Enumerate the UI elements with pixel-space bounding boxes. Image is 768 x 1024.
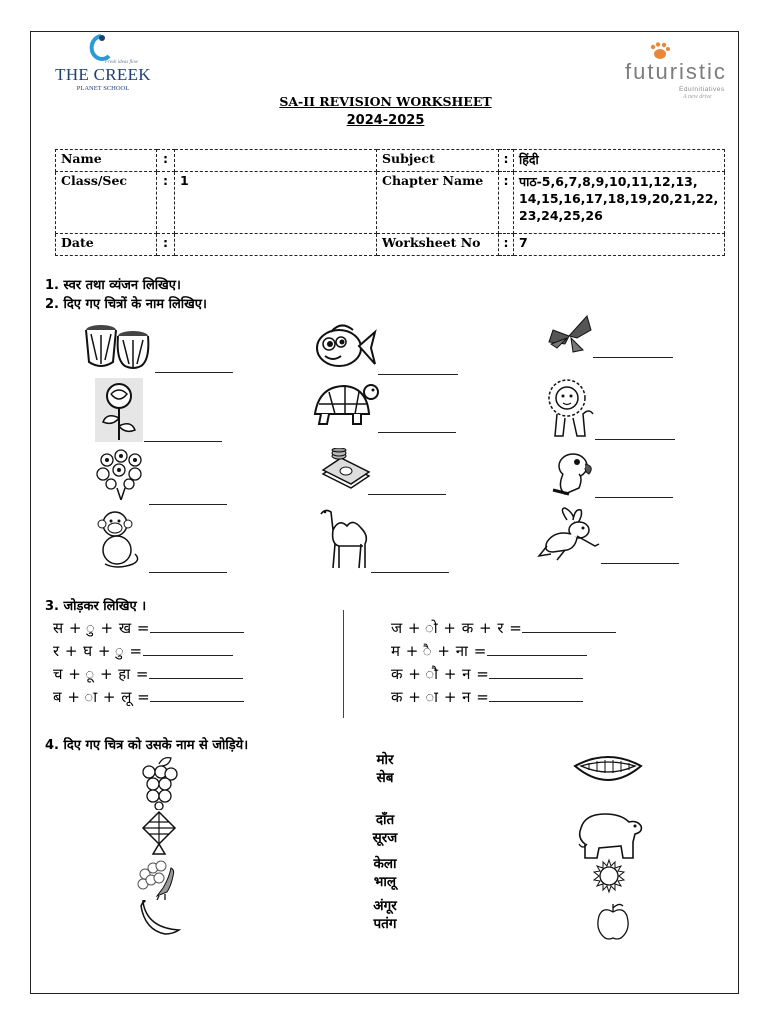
peacock-icon	[135, 858, 177, 900]
bear-icon	[575, 808, 645, 860]
lion-icon	[547, 378, 595, 440]
combo-text: र + घ + ु =	[53, 642, 143, 660]
chapter-label: Chapter Name	[377, 172, 499, 234]
match-word-sooraj: सूरज	[372, 830, 398, 846]
worksheet-no-value: 7	[514, 234, 725, 256]
combo-right-2	[391, 641, 587, 661]
combo-answer-line[interactable]	[150, 688, 244, 702]
worksheet-page	[30, 31, 739, 994]
combo-text: म + ै + ना =	[391, 642, 487, 660]
answer-line-lion[interactable]	[595, 439, 675, 440]
sun-icon	[591, 858, 627, 894]
combo-right-4	[391, 687, 583, 707]
answer-line-rabbit[interactable]	[601, 563, 679, 564]
grapes-icon	[139, 754, 179, 810]
answer-line-camel[interactable]	[371, 572, 449, 573]
subject-label: Subject	[377, 150, 499, 172]
futuristic-tagline: A new drive	[683, 94, 712, 100]
flowers-icon	[95, 448, 147, 500]
chapter-value: पाठ-5,6,7,8,9,10,11,12,13, 14,15,16,17,18,19,20,21,22, 23,24,25,26	[514, 172, 725, 234]
fish-icon	[313, 318, 377, 374]
question-1: 1. स्वर तथा व्यंजन लिखिए।	[45, 278, 181, 293]
column-divider	[343, 610, 344, 718]
combo-answer-line[interactable]	[150, 619, 244, 633]
answer-line-rose[interactable]	[144, 441, 222, 442]
colon: :	[499, 234, 514, 256]
combo-text: क + ा + न =	[391, 688, 490, 706]
money-icon	[321, 448, 371, 490]
question-4: 4. दिए गए चित्र को उसके नाम से जोड़िये।	[45, 738, 249, 753]
student-info-table	[55, 149, 725, 256]
combo-text: च + ू + हा =	[53, 665, 149, 683]
combo-right-1	[391, 618, 616, 638]
banana-icon	[139, 900, 183, 936]
answer-line-monkey[interactable]	[149, 572, 227, 573]
worksheet-year: 2024-2025	[346, 113, 425, 128]
rose-icon	[95, 378, 143, 442]
combo-right-3	[391, 664, 583, 684]
tabla-icon	[83, 320, 153, 372]
subject-value: हिंदी	[514, 150, 725, 172]
answer-line-parrot[interactable]	[595, 497, 673, 498]
match-word-seb: सेब	[376, 770, 394, 786]
match-word-angoor: अंगूर	[373, 898, 397, 914]
apple-icon	[595, 902, 631, 942]
combo-left-3	[53, 664, 243, 684]
combo-answer-line[interactable]	[143, 642, 233, 656]
answer-line-tabla[interactable]	[155, 372, 233, 373]
kite-icon	[139, 810, 179, 856]
worksheet-title: SA-II REVISION WORKSHEET	[279, 94, 492, 109]
combo-answer-line[interactable]	[487, 642, 587, 656]
combo-answer-line[interactable]	[489, 665, 583, 679]
class-value: 1	[175, 172, 377, 234]
match-word-bhaloo: भालू	[373, 874, 397, 890]
match-word-mor: मोर	[376, 752, 394, 768]
combo-text: क + ौ + न =	[391, 665, 490, 683]
combo-text: स + ु + ख =	[53, 619, 150, 637]
colon: :	[157, 234, 175, 256]
creek-school-name: THE CREEK	[55, 65, 151, 84]
combo-answer-line[interactable]	[149, 665, 243, 679]
rabbit-icon	[537, 506, 603, 562]
worksheet-no-label: Worksheet No	[377, 234, 499, 256]
name-field[interactable]	[175, 150, 377, 172]
tortoise-icon	[309, 378, 379, 432]
creek-school-logo	[45, 34, 161, 96]
futuristic-subtitle: EduInitiatives	[679, 86, 725, 93]
match-word-daant: दाँत	[375, 812, 395, 828]
answer-line-fish[interactable]	[378, 374, 458, 375]
creek-school-subtitle: PLANET SCHOOL	[76, 85, 130, 92]
futuristic-logo	[621, 42, 731, 98]
butterfly-icon	[547, 314, 593, 354]
question-3: 3. जोड़कर लिखिए ।	[45, 599, 147, 614]
teeth-icon	[573, 752, 643, 790]
creek-tagline: Fresh ideas flow	[105, 60, 139, 65]
combo-answer-line[interactable]	[489, 688, 583, 702]
colon: :	[157, 172, 175, 234]
camel-icon	[317, 506, 373, 572]
combo-text: ज + ो + क + र =	[391, 619, 523, 637]
name-label: Name	[56, 150, 157, 172]
combo-left-4	[53, 687, 244, 707]
answer-line-money[interactable]	[368, 494, 446, 495]
monkey-icon	[97, 510, 139, 572]
combo-left-1	[53, 618, 244, 638]
match-word-patang: पतंग	[373, 916, 397, 932]
combo-answer-line[interactable]	[522, 619, 616, 633]
answer-line-butterfly[interactable]	[593, 357, 673, 358]
date-field[interactable]	[175, 234, 377, 256]
futuristic-name: futuristic	[625, 59, 727, 84]
answer-line-flowers[interactable]	[149, 504, 227, 505]
footprint-icon	[649, 42, 671, 60]
match-word-kela: केला	[373, 856, 397, 872]
combo-left-2	[53, 641, 233, 661]
date-label: Date	[56, 234, 157, 256]
question-2: 2. दिए गए चित्रों के नाम लिखिए।	[45, 297, 207, 312]
colon: :	[499, 172, 514, 234]
class-label: Class/Sec	[56, 172, 157, 234]
parrot-icon	[549, 448, 595, 498]
colon: :	[157, 150, 175, 172]
colon: :	[499, 150, 514, 172]
answer-line-tortoise[interactable]	[378, 432, 456, 433]
combo-text: ब + ा + लू =	[53, 688, 151, 706]
